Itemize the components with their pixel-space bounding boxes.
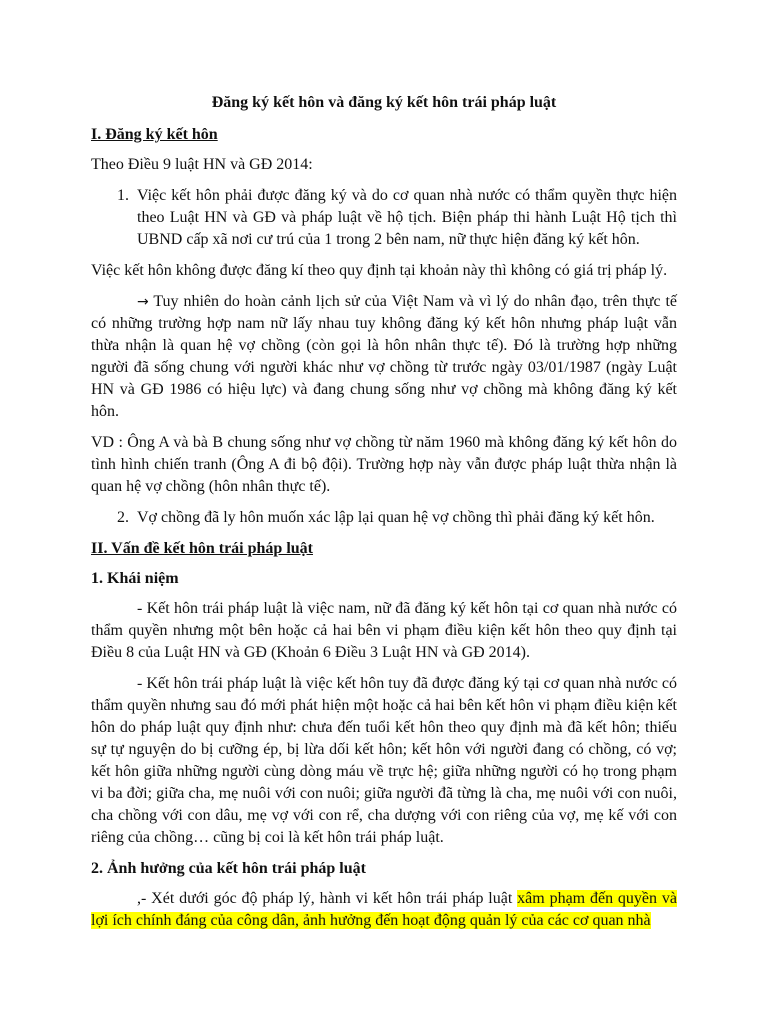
document-title: Đăng ký kết hôn và đăng ký kết hôn trái pháp luật — [211, 94, 557, 111]
list-item — [91, 507, 677, 529]
paragraph-definition-2: - Kết hôn trái pháp luật là việc kết hôn tuy đã được đăng ký tại cơ quan nhà nước có thẩm quyền nhưng sau đó mới phát hiện một hoặc cả hai bên kết hôn vi phạm điều kiện kết hôn do pháp luật quy định như: chưa đến tuổi kết hôn theo quy định mà đã kết hôn; thiếu sự tự nguyện do bị cưỡng ép, bị lừa dối kết hôn; kết hôn với người đang có chồng, có vợ; kết hôn giữa những người cùng dòng máu về trực hệ; giữa những người có họ trong phạm vi ba đời; giữa cha, mẹ nuôi với con nuôi; giữa người đã từng là cha, mẹ nuôi với con nuôi, cha chồng với con dâu, mẹ vợ với con rể, cha dượng với con riêng của vợ, mẹ kế với con riêng của chồng… cũng bị coi là kết hôn trái pháp luật. — [91, 675, 677, 846]
paragraph-no-legal-value: Việc kết hôn không được đăng kí theo quy định tại khoản này thì không có giá trị pháp lý. — [91, 262, 668, 279]
numbered-list-1 — [91, 185, 677, 251]
paragraph-example: VD : Ông A và bà B chung sống như vợ chồng từ năm 1960 mà không đăng ký kết hôn do tình hình chiến tranh (Ông A đi bộ đội). Trường hợp này vẫn được pháp luật thừa nhận là quan hệ vợ chồng (hôn nhân thực tế). — [91, 434, 677, 495]
arrow-right-icon: → — [137, 294, 149, 310]
list-item-text: Việc kết hôn phải được đăng ký và do cơ quan nhà nước có thẩm quyền thực hiện theo Luật HN và GĐ và pháp luật về hộ tịch. Biện pháp thi hành Luật Hộ tịch thì UBND cấp xã nơi cư trú của 1 trong 2 bên nam, nữ thực hiện đăng ký kết hôn. — [137, 187, 677, 248]
paragraph-historical-text: Tuy nhiên do hoàn cảnh lịch sử của Việt Nam và vì lý do nhân đạo, trên thực tế có những trường hợp nam nữ lấy nhau tuy không đăng ký kết hôn nhưng pháp luật vẫn thừa nhận là quan hệ vợ chồng (còn gọi là hôn nhân thực tế). Đó là trường hợp những người đã sống chung với người khác như vợ chồng từ trước ngày 03/01/1987 (ngày Luật HN và GĐ 1986 có hiệu lực) và đang chung sống như vợ chồng mà không đăng ký kết hôn. — [91, 293, 677, 420]
list-item — [91, 185, 677, 251]
numbered-list-2 — [91, 507, 677, 529]
paragraph-historical-note — [91, 291, 677, 423]
paragraph-impact-text: ,- Xét dưới góc độ pháp lý, hành vi kết hôn trái pháp luật — [137, 890, 518, 907]
section-heading-registration: I. Đăng ký kết hôn — [91, 126, 218, 143]
paragraph-impact — [91, 888, 677, 932]
list-item-text: Vợ chồng đã ly hôn muốn xác lập lại quan hệ vợ chồng thì phải đăng ký kết hôn. — [137, 509, 655, 526]
list-item-number: 1. — [117, 187, 129, 204]
paragraph-intro: Theo Điều 9 luật HN và GĐ 2014: — [91, 156, 313, 173]
highlighted-text: xâm phạm đến quyền và lợi ích chính đáng của công dân, ảnh hưởng đến hoạt động quản lý của các cơ quan nhà — [91, 890, 677, 929]
section-heading-illegal-marriage: II. Vấn đề kết hôn trái pháp luật — [91, 540, 313, 557]
subheading-impact: 2. Ảnh hưởng của kết hôn trái pháp luật — [91, 860, 366, 877]
paragraph-definition-1: - Kết hôn trái pháp luật là việc nam, nữ đã đăng ký kết hôn tại cơ quan nhà nước có thẩm quyền nhưng một bên hoặc cả hai bên vi phạm điều kiện kết hôn theo quy định tại Điều 8 của Luật HN và GĐ (Khoản 6 Điều 3 Luật HN và GĐ 2014). — [91, 600, 677, 661]
subheading-concept: 1. Khái niệm — [91, 570, 179, 587]
list-item-number: 2. — [117, 509, 129, 526]
